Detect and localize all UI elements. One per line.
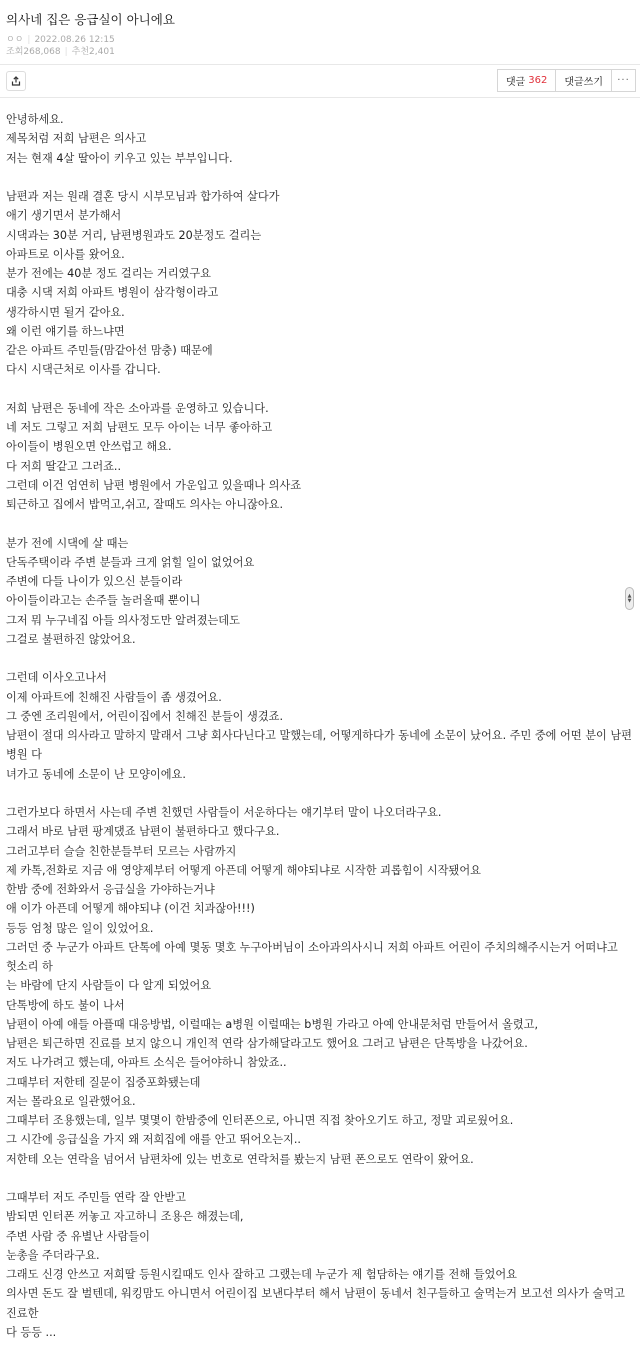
- post-line: 분가 전에 시댁에 살 때는: [6, 536, 129, 550]
- post-line: 단독주택이라 주변 분들과 크게 얽힐 일이 없었어요: [6, 555, 255, 569]
- post-line: 퇴근하고 집에서 밥먹고,쉬고, 잘때도 의사는 아니잖아요.: [6, 498, 284, 511]
- post-title: 의사네 집은 응급실이 아니에요: [6, 12, 175, 27]
- post-line: 아이들이 병원오면 안쓰럽고 해요.: [6, 440, 172, 454]
- post-date: 2022.08.26 12:15: [34, 35, 115, 45]
- post-line: 제목처럼 저희 남편은 의사고: [6, 132, 147, 146]
- post-line: 대충 시댁 저희 아파트 병원이 삼각형이라고: [6, 286, 219, 300]
- write-comment-button[interactable]: 댓글쓰기: [556, 69, 612, 92]
- post-meta: [6, 34, 634, 46]
- post-line: 저한테 오는 연락을 넘어서 남편차에 있는 번호로 연락처를 봤는지 남편 폰으로도 연락이 왔어요.: [6, 1152, 474, 1166]
- post-line: 그런데 이건 엄연히 남편 병원에서 가운입고 있을때나 의사죠: [6, 478, 302, 492]
- post-line: 그걸로 불편하진 않았어요.: [6, 632, 136, 646]
- comment-button-group: [497, 69, 636, 92]
- post-line: 그때부터 조용했는데, 일부 몇몇이 한밤중에 인터폰으로, 아니면 직접 찾아오기도 하고, 정말 괴로웠어요.: [6, 1114, 514, 1127]
- post-line: 저는 현재 4살 딸아이 키우고 있는 부부입니다.: [6, 151, 233, 165]
- post-paragraph: [6, 1188, 634, 1342]
- post-line: 분가 전에는 40분 정도 걸리는 거리였구요: [6, 267, 211, 280]
- post-line: 다시 시댁근처로 이사를 갑니다.: [6, 363, 161, 377]
- post-line: 그런가보다 하면서 사는데 주변 친했던 사람들이 서운하다는 얘기부터 말이 나오더라구요.: [6, 806, 442, 819]
- post-body: [6, 110, 634, 1361]
- post-paragraph: [6, 110, 634, 168]
- comments-button[interactable]: [497, 69, 556, 92]
- post-line: 남편이 절대 의사라고 말하지 말래서 그냥 회사다닌다고 말했는데, 어떻게하다가 동네에 소문이 났어요. 주민 중에 어떤 분이 남편 병원 다: [6, 729, 636, 762]
- post-paragraph: [6, 668, 634, 784]
- post-line: 녀가고 동네에 소문이 난 모양이에요.: [6, 767, 186, 781]
- post-paragraph: [6, 187, 634, 380]
- scroll-down-icon: ▼: [627, 597, 632, 604]
- post-line: 애 이가 아픈데 어떻게 해야되냐 (이건 치과잖아!!!): [6, 902, 255, 916]
- post-line: 그런데 이사오고나서: [6, 671, 107, 685]
- comments-count: 362: [528, 75, 548, 86]
- post-line: 안녕하세요.: [6, 113, 64, 126]
- post-line: 같은 아파트 주민들(맘같아선 맘충) 때문에: [6, 344, 213, 357]
- post-stats: [6, 46, 634, 58]
- post-line: 그때부터 저도 주민들 연락 잘 안받고: [6, 1191, 186, 1204]
- share-icon: [11, 76, 21, 86]
- post-line: 그 중엔 조리원에서, 어린이집에서 친해진 분들이 생겼죠.: [6, 709, 284, 723]
- post-header: [0, 0, 640, 58]
- post-line: 단톡방에 하도 불이 나서: [6, 998, 125, 1012]
- post-views: 조회268,068: [6, 47, 61, 57]
- share-button[interactable]: [6, 71, 26, 91]
- post-line: 다 등등 ...: [6, 1325, 57, 1339]
- scroll-up-icon: ▲: [627, 592, 632, 599]
- post-line: 생각하시면 될거 같아요.: [6, 305, 125, 319]
- post-toolbar: [0, 64, 640, 98]
- post-line: 그 시간에 응급실을 가지 왜 저희집에 애를 안고 뛰어오는지..: [6, 1133, 301, 1147]
- meta-divider: |: [27, 35, 31, 45]
- more-button[interactable]: ···: [612, 69, 636, 92]
- post-line: 한밤 중에 전화와서 응급실을 가야하는거냐: [6, 883, 215, 896]
- post-paragraph: [6, 534, 634, 650]
- post-line: 는 바람에 단지 사람들이 다 알게 되었어요: [6, 979, 212, 993]
- post-line: 남편과 저는 원래 결혼 당시 시부모님과 합가하여 살다가: [6, 190, 280, 203]
- post-line: 주변에 다들 나이가 있으신 분들이라: [6, 575, 183, 588]
- scroll-handle[interactable]: [625, 587, 634, 610]
- post-line: 제 카톡,전화로 지금 애 영양제부터 어떻게 아픈데 어떻게 해야되냐로 시작한 괴롭힘이 시작됐어요: [6, 863, 481, 877]
- post-line: 의사면 돈도 잘 벌텐데, 워킹맘도 아니면서 어린이집 보낸다부터 해서 남편이 동네서 친구들하고 술먹는거 보고선 의사가 술먹고 진료한: [6, 1287, 629, 1320]
- post-line: 이제 아파트에 친해진 사람들이 좀 생겼어요.: [6, 690, 222, 704]
- post-line: 주변 사람 중 유별난 사람들이: [6, 1229, 150, 1243]
- meta-divider: |: [64, 47, 68, 57]
- post-line: 밤되면 인터폰 꺼놓고 자고하니 조용은 해졌는데,: [6, 1210, 244, 1224]
- post-line: 그래도 신경 안쓰고 저희딸 등원시킬때도 인사 잘하고 그랬는데 누군가 제 험담하는 얘기를 전해 들었어요: [6, 1268, 517, 1281]
- post-line: 저희 남편은 동네에 작은 소아과를 운영하고 있습니다.: [6, 401, 269, 415]
- post-line: 등등 엄청 많은 일이 있었어요.: [6, 921, 154, 935]
- post-line: 아이들이라고는 손주들 놀러올때 뿐이니: [6, 594, 201, 608]
- post-author[interactable]: ㅇㅇ: [6, 35, 24, 45]
- post-line: 그저 뭐 누구네집 아들 의사정도만 알려졌는데도: [6, 613, 240, 627]
- post-line: 남편은 퇴근하면 진료를 보지 않으니 개인적 연락 삼가해달라고도 했어요 그러고 남편은 단톡방을 나갔어요.: [6, 1037, 528, 1050]
- post-line: 애기 생기면서 분가해서: [6, 209, 122, 223]
- post-line: 그때부터 저한테 질문이 집중포화됐는데: [6, 1075, 201, 1089]
- post-line: 그래서 바로 남편 팡계댔죠 남편이 불편하다고 했다구요.: [6, 825, 280, 839]
- post-line: 네 저도 그렇고 저희 남편도 모두 아이는 너무 좋아하고: [6, 421, 273, 434]
- post-line: 그러고부터 슬슬 친한분들부터 모르는 사람까지: [6, 844, 237, 858]
- post-line: 저도 나가려고 했는데, 아파트 소식은 들어야하니 참았죠..: [6, 1056, 287, 1070]
- comments-label: 댓글: [505, 77, 526, 88]
- post-line: 저는 몰라요로 일관했어요.: [6, 1094, 136, 1108]
- post-paragraph: [6, 803, 634, 1169]
- post-line: 그러던 중 누군가 아파트 단톡에 아예 몇동 몇호 누구아버님이 소아과의사시니 저희 아파트 어린이 주치의해주시는거 어떠냐고 헛소리 하: [6, 940, 622, 973]
- post-line: 왜 이런 얘기를 하느냐면: [6, 324, 125, 338]
- post-line: 아파트로 이사를 왔어요.: [6, 247, 125, 261]
- post-line: 남편이 아예 애들 아플때 대응방법, 이럴때는 a병원 이럴때는 b병원 가라고 아예 안내문처럼 만들어서 올렸고,: [6, 1017, 539, 1031]
- post-recommends: 추천2,401: [71, 47, 115, 57]
- post-line: 다 저희 딸같고 그러죠..: [6, 459, 122, 473]
- post-line: 눈총을 주더라구요.: [6, 1248, 100, 1262]
- post-paragraph: [6, 399, 634, 515]
- post-line: 시댁과는 30분 거리, 남편병원과도 20분정도 걸리는: [6, 228, 262, 242]
